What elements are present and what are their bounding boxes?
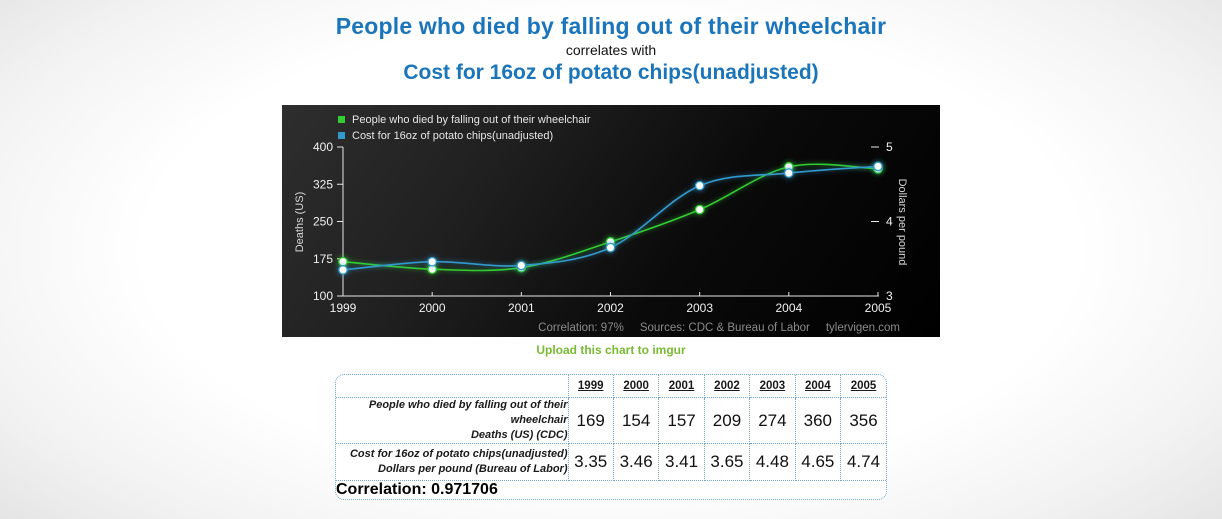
data-table-container	[335, 374, 887, 500]
deaths-value-1999: 169	[568, 398, 613, 444]
chips-value-2004: 4.65	[795, 443, 840, 480]
table-header-row	[336, 375, 886, 398]
svg-text:5: 5	[886, 139, 893, 154]
chips-value-2001: 3.41	[659, 443, 704, 480]
svg-text:3: 3	[886, 288, 893, 303]
chips-value-1999: 3.35	[568, 443, 613, 480]
correlation-value: Correlation: 0.971706	[336, 480, 498, 498]
deaths-value-2003: 274	[750, 398, 795, 444]
deaths-value-2005: 356	[841, 398, 886, 444]
table-row-deaths	[336, 398, 886, 444]
year-header-1999: 1999	[568, 375, 613, 398]
chips-value-2005: 4.74	[841, 443, 886, 480]
svg-text:2001: 2001	[507, 300, 535, 315]
row-label-chips	[336, 443, 568, 480]
svg-text:2000: 2000	[418, 300, 446, 315]
table-correlation-row	[336, 480, 886, 499]
chart-footer-text: Correlation: 97% Sources: CDC & Bureau of Labor tylervigen.com	[538, 321, 900, 334]
svg-text:100: 100	[312, 288, 333, 303]
chart-legend	[338, 112, 590, 144]
legend-swatch-blue-icon	[338, 132, 345, 139]
svg-text:325: 325	[312, 177, 333, 192]
page-title: People who died by falling out of their wheelchair	[335, 13, 887, 39]
page-subtitle: Cost for 16oz of potato chips(unadjusted)	[403, 60, 819, 84]
deaths-value-2004: 360	[795, 398, 840, 444]
svg-text:175: 175	[312, 251, 333, 266]
svg-text:250: 250	[312, 214, 333, 229]
legend-item-chips	[338, 128, 590, 144]
legend-item-deaths	[338, 112, 590, 128]
upload-imgur-link[interactable]: Upload this chart to imgur	[536, 342, 686, 357]
correlation-chart-panel	[282, 105, 940, 337]
title-block	[0, 0, 1222, 86]
svg-text:400: 400	[312, 139, 333, 154]
row-label-chips-line1: Cost for 16oz of potato chips(unadjusted)	[349, 447, 568, 460]
row-label-deaths-line1: People who died by falling out of their wheelchair	[368, 399, 568, 427]
svg-text:2004: 2004	[775, 300, 803, 315]
row-label-deaths	[336, 398, 568, 444]
legend-label-chips: Cost for 16oz of potato chips(unadjusted)	[352, 129, 554, 142]
data-table	[336, 375, 886, 499]
legend-swatch-green-icon	[338, 116, 345, 123]
year-header-2005: 2005	[841, 375, 886, 398]
year-header-2000: 2000	[613, 375, 658, 398]
year-header-2004: 2004	[795, 375, 840, 398]
svg-text:1999: 1999	[329, 300, 357, 315]
row-label-chips-line2: Dollars per pound (Bureau of Labor)	[378, 462, 568, 475]
year-header-2003: 2003	[750, 375, 795, 398]
svg-text:2005: 2005	[864, 300, 892, 315]
table-corner-cell	[336, 375, 568, 398]
deaths-value-2002: 209	[704, 398, 749, 444]
right-axis-title: Dollars per pound	[896, 178, 908, 266]
svg-text:2002: 2002	[597, 300, 624, 315]
left-axis-title: Deaths (US)	[294, 191, 306, 253]
svg-text:2003: 2003	[686, 300, 714, 315]
deaths-value-2000: 154	[613, 398, 658, 444]
deaths-value-2001: 157	[659, 398, 704, 444]
row-label-deaths-line2: Deaths (US) (CDC)	[470, 428, 568, 441]
year-header-2002: 2002	[704, 375, 749, 398]
correlates-with-text: correlates with	[565, 41, 657, 58]
legend-label-deaths: People who died by falling out of their wheelchair	[352, 113, 591, 126]
upload-link-wrap	[0, 341, 1222, 359]
svg-text:4: 4	[886, 214, 893, 229]
year-header-2001: 2001	[659, 375, 704, 398]
chips-value-2002: 3.65	[704, 443, 749, 480]
chips-value-2003: 4.48	[750, 443, 795, 480]
chips-value-2000: 3.46	[613, 443, 658, 480]
table-row-chips	[336, 443, 886, 480]
